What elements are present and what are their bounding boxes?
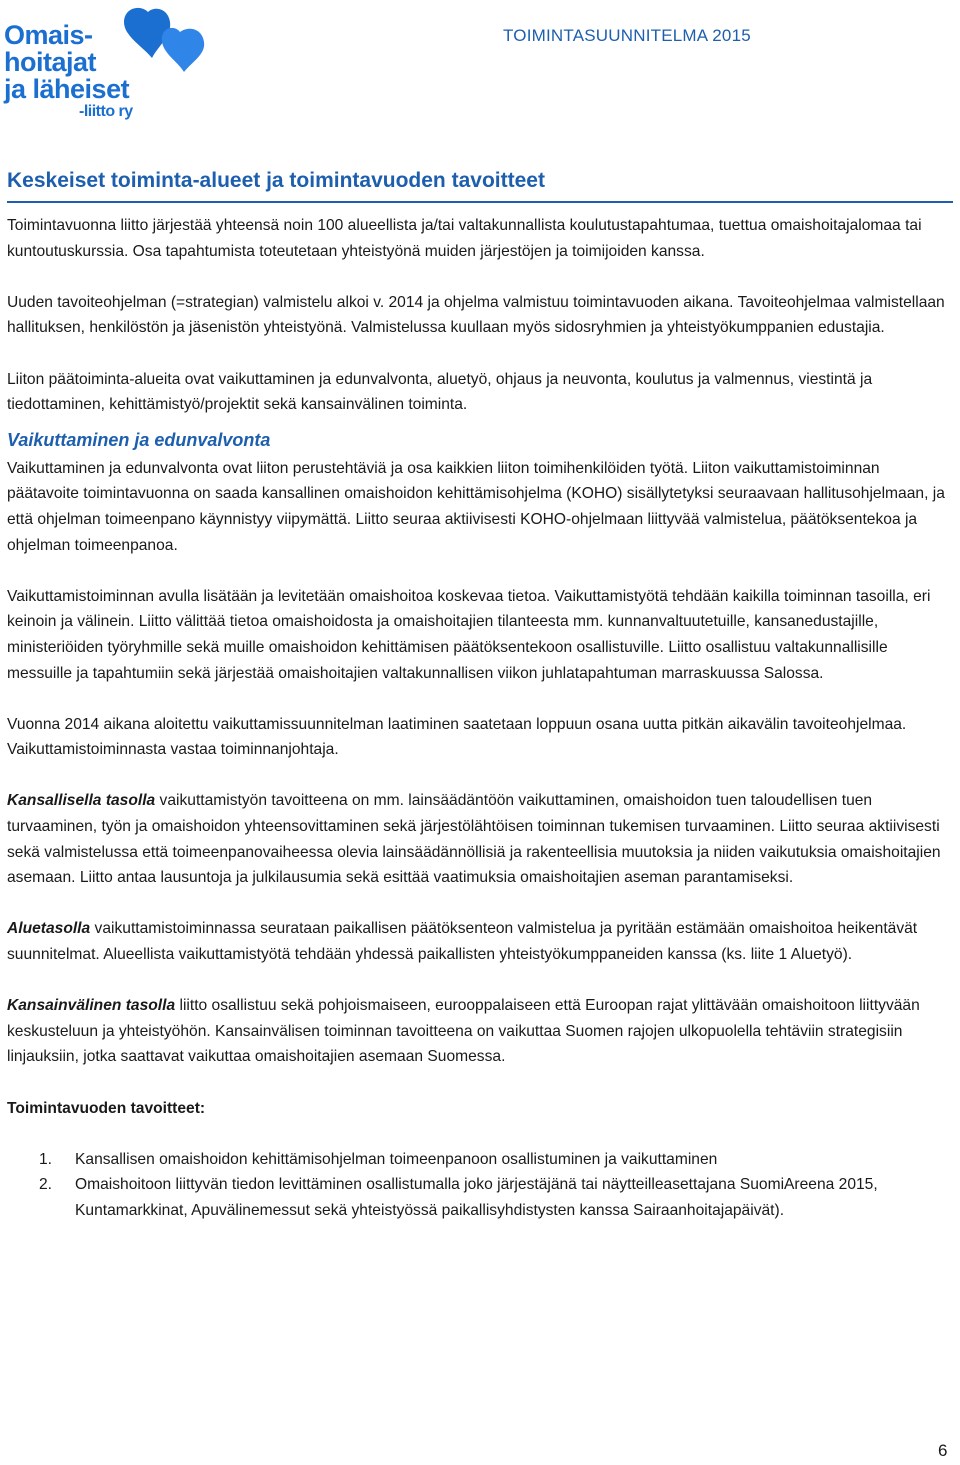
section-heading: Vaikuttaminen ja edunvalvonta — [7, 429, 271, 450]
regional-level-label: Aluetasolla — [7, 920, 91, 938]
intro-paragraph-1: Toimintavuonna liitto järjestää yhteensä noin 100 alueellista ja/tai valtakunnallista koulutustapahtumaa, tuettua omaishoitajalomaa tai kuntoutuskurssia. Osa tapahtumista toteutetaan yhteistyönä muiden järjestöjen ja toimijoiden kanssa. — [7, 217, 922, 260]
international-level-label: Kansainvälinen tasolla — [7, 997, 176, 1015]
goals-heading: Toimintavuoden tavoitteet: — [7, 1099, 206, 1117]
goals-list — [7, 1147, 947, 1224]
goal-item-1 — [7, 1147, 947, 1173]
international-level-paragraph — [7, 993, 947, 1070]
goal-number: 1. — [39, 1150, 53, 1168]
logo-wordmark — [4, 22, 133, 121]
intro-paragraph-2: Uuden tavoiteohjelman (=strategian) valmistelu alkoi v. 2014 ja ohjelma valmistuu toimintavuoden aikana. Tavoiteohjelmaa valmistellaan hallituksen, henkilöstön ja jäsenistön yhteistyönä. Valmistelussa kuullaan myös sidosryhmien ja yhteistyökumppanien edustajia. — [7, 293, 945, 337]
page-number: 6 — [938, 1441, 948, 1460]
goal-number: 2. — [39, 1176, 53, 1194]
national-level-text: vaikuttamistyön tavoitteena on mm. lainsäädäntöön vaikuttaminen, omaishoidon tuen taloudellisen tuen turvaaminen, työn ja omaishoidon yhteensovittaminen sekä järjestölähtöisen toiminnan tukemisen turvaaminen. Liitto seuraa aktiivisesti sekä valmistelussa että toimeenpanovaiheessa olevia lainsäädännöllisiä ja rakenteellisia muutoksia ja niiden vaikutuksia omaishoitajien asemaan. Liitto antaa lausuntoja ja julkilausumia sekä esittää vaatimuksia omaishoitajien aseman parantamiseksi. — [7, 792, 941, 887]
regional-level-text: vaikuttamistoiminnassa seurataan paikallisen päätöksenteon valmistelua ja pyritään estämään omaishoitoa heikentävät suunnitelmat. Alueellista vaikuttamistyötä tehdään yhdessä paikallisten yhteistyökumppaneiden kanssa (ks. liite 1 Aluetyö). — [7, 920, 918, 964]
page-heading: Keskeiset toiminta-alueet ja toimintavuoden tavoitteet — [7, 165, 953, 203]
intro-paragraph-3: Liiton päätoiminta-alueita ovat vaikuttaminen ja edunvalvonta, aluetyö, ohjaus ja neuvonta, koulutus ja valmennus, viestintä ja tiedottaminen, kehittämistyö/projektit sekä kansainvälinen toiminta. — [7, 370, 873, 414]
logo-line-4: -liitto ry — [79, 103, 133, 120]
regional-level-paragraph — [7, 916, 947, 967]
logo-line-1: Omais- — [4, 20, 93, 50]
national-level-paragraph — [7, 788, 947, 890]
national-level-label: Kansallisella tasolla — [7, 792, 156, 810]
logo-line-3: ja läheiset — [4, 74, 130, 104]
section-paragraph-1: Vaikuttaminen ja edunvalvonta ovat liiton perustehtäviä ja osa kaikkien liiton toimihenkilöiden työtä. Liiton vaikuttamistoiminnan päätavoite toimintavuonna on saada kansallinen omaishoidon kehittämisohjelma (KOHO) sisällytetyksi seuraavaan hallitusohjelmaan, ja että ohjelman toimeenpano käynnistyy viipymättä. Liitto seuraa aktiivisesti KOHO-ohjelmaan liittyvää valmistelua, päätöksentekoa ja ohjelman toimeenpanoa. — [7, 459, 945, 554]
organization-logo — [4, 6, 214, 130]
goal-item-2 — [7, 1172, 947, 1223]
document-body — [7, 165, 947, 1224]
document-header-title: TOIMINTASUUNNITELMA 2015 — [503, 26, 751, 45]
goal-text: Kansallisen omaishoidon kehittämisohjelman toimeenpanoon osallistuminen ja vaikuttaminen — [75, 1150, 718, 1168]
international-level-text: liitto osallistuu sekä pohjoismaiseen, eurooppalaiseen että Euroopan rajat ylittävään omaishoitoon liittyvään keskusteluun ja yhteistyöhön. Kansainvälisen toiminnan tavoitteena on vaikuttaa Suomen rajojen ulkopuolella tehtäviin strategisiin linjauksiin, jotka saattavat vaikuttaa omaishoitajien asemaan Suomessa. — [7, 997, 920, 1066]
logo-line-2: hoitajat — [4, 47, 97, 77]
goal-text: Omaishoitoon liittyvän tiedon levittäminen osallistumalla joko järjestäjänä tai näytteilleasettajana SuomiAreena 2015, Kuntamarkkinat, Apuvälinemessut sekä yhteistyössä paikallisyhdistysten kanssa Sairaanhoitajapäivät). — [75, 1176, 878, 1219]
section-paragraph-2: Vaikuttamistoiminnan avulla lisätään ja levitetään omaishoitoa koskevaa tietoa. Vaikuttamistyötä tehdään kaikilla toiminnan tasoilla, eri keinoin ja välinein. Liitto välittää tietoa omaishoidosta ja omaishoitajien tilanteesta mm. kunnanvaltuutetuille, kansanedustajille, ministeriöiden työryhmille sekä muille omaishoidon kehittämisen päätöksentekoon osallistuville. Liitto osallistuu valtakunnallisille messuille ja tapahtumiin sekä järjestää omaishoitajien valtakunnallisen viikon juhlatapahtuman marraskuussa Salossa. — [7, 587, 931, 682]
section-paragraph-3: Vuonna 2014 aikana aloitettu vaikuttamissuunnitelman laatiminen saatetaan loppuun osana uutta pitkän aikavälin tavoiteohjelmaa. Vaikuttamistoiminnasta vastaa toiminnanjohtaja. — [7, 715, 907, 759]
